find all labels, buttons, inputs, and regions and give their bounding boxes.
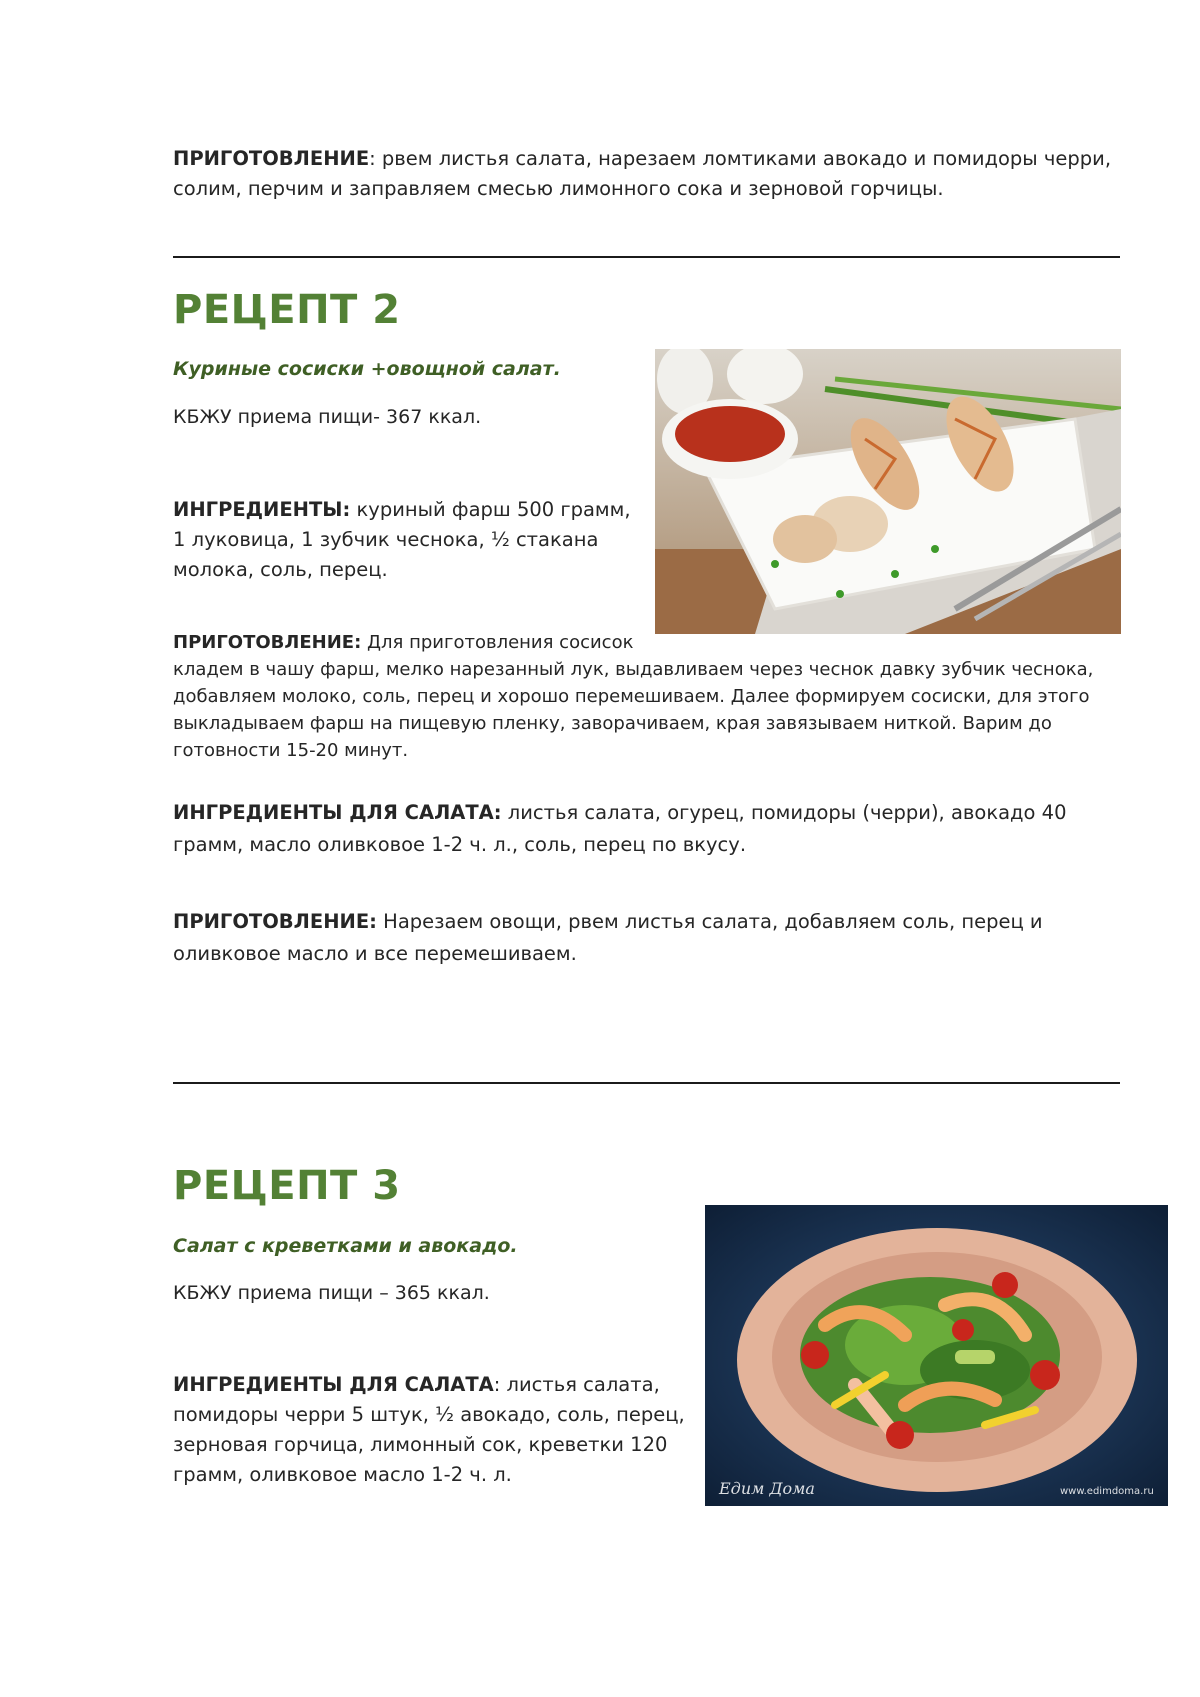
recipe2-ingredients xyxy=(173,495,643,585)
recipe2-salad-ingredients-text: листья салата, огурец, помидоры (черри), авокадо 40 грамм, масло оливковое 1-2 ч. л., соль, перец по вкусу. xyxy=(173,801,1067,856)
recipe2-salad-prep xyxy=(173,906,1123,970)
recipe2-ingredients-text: куриный фарш 500 грамм, 1 луковица, 1 зубчик чеснока, ½ стакана молока, соль, перец. xyxy=(173,498,631,581)
divider-1 xyxy=(173,256,1120,258)
recipe2-prep-rest: кладем в чашу фарш, мелко нарезанный лук, выдавливаем через чеснок давку зубчик чеснока, добавляем молоко, соль, перец и хорошо перемешиваем. Далее формируем сосиски, для этого выкладываем фарш на пищевую пленку, заворачиваем, края завязываем ниткой. Варим до готовности 15-20 минут. xyxy=(173,659,1094,761)
recipe2-prep xyxy=(173,629,1118,764)
shrimp-salad-photo xyxy=(705,1205,1168,1506)
recipe3-subtitle: Салат с креветками и авокадо. xyxy=(173,1235,518,1257)
recipe2-salad-prep-label: ПРИГОТОВЛЕНИЕ: xyxy=(173,910,377,933)
intro-paragraph xyxy=(173,144,1123,204)
intro-text: : рвем листья салата, нарезаем ломтиками авокадо и помидоры черри, солим, перчим и заправляем смесью лимонного сока и зерновой горчицы. xyxy=(173,147,1112,200)
recipe2-salad-ingredients-label: ИНГРЕДИЕНТЫ ДЛЯ САЛАТА: xyxy=(173,801,502,824)
recipe2-salad-ingredients xyxy=(173,797,1123,861)
recipe2-subtitle: Куриные сосиски +овощной салат. xyxy=(173,358,561,380)
intro-label: ПРИГОТОВЛЕНИЕ xyxy=(173,147,370,170)
recipe2-ingredients-label: ИНГРЕДИЕНТЫ: xyxy=(173,498,351,521)
recipe3-title: РЕЦЕПТ 3 xyxy=(173,1163,401,1209)
recipe3-ingredients-label: ИНГРЕДИЕНТЫ ДЛЯ САЛАТА xyxy=(173,1373,494,1396)
recipe2-title: РЕЦЕПТ 2 xyxy=(173,287,401,333)
recipe2-prep-label: ПРИГОТОВЛЕНИЕ: xyxy=(173,632,362,653)
photo-watermark-right: www.edimdoma.ru xyxy=(1060,1486,1154,1497)
recipe3-ingredients xyxy=(173,1370,693,1490)
divider-2 xyxy=(173,1082,1120,1084)
chicken-sausages-photo xyxy=(655,349,1121,634)
recipe3-kbju: КБЖУ приема пищи – 365 ккал. xyxy=(173,1282,490,1304)
recipe2-prep-first: Для приготовления сосисок xyxy=(361,632,634,653)
recipe2-salad-prep-text: Нарезаем овощи, рвем листья салата, добавляем соль, перец и оливковое масло и все перемешиваем. xyxy=(173,910,1043,965)
recipe3-ingredients-text: : листья салата, помидоры черри 5 штук, ½ авокадо, соль, перец, зерновая горчица, лимонный сок, креветки 120 грамм, оливковое масло 1-2 ч. л. xyxy=(173,1373,685,1486)
recipe2-kbju: КБЖУ приема пищи- 367 ккал. xyxy=(173,406,482,428)
photo-watermark-left: Едим Дома xyxy=(719,1479,815,1498)
